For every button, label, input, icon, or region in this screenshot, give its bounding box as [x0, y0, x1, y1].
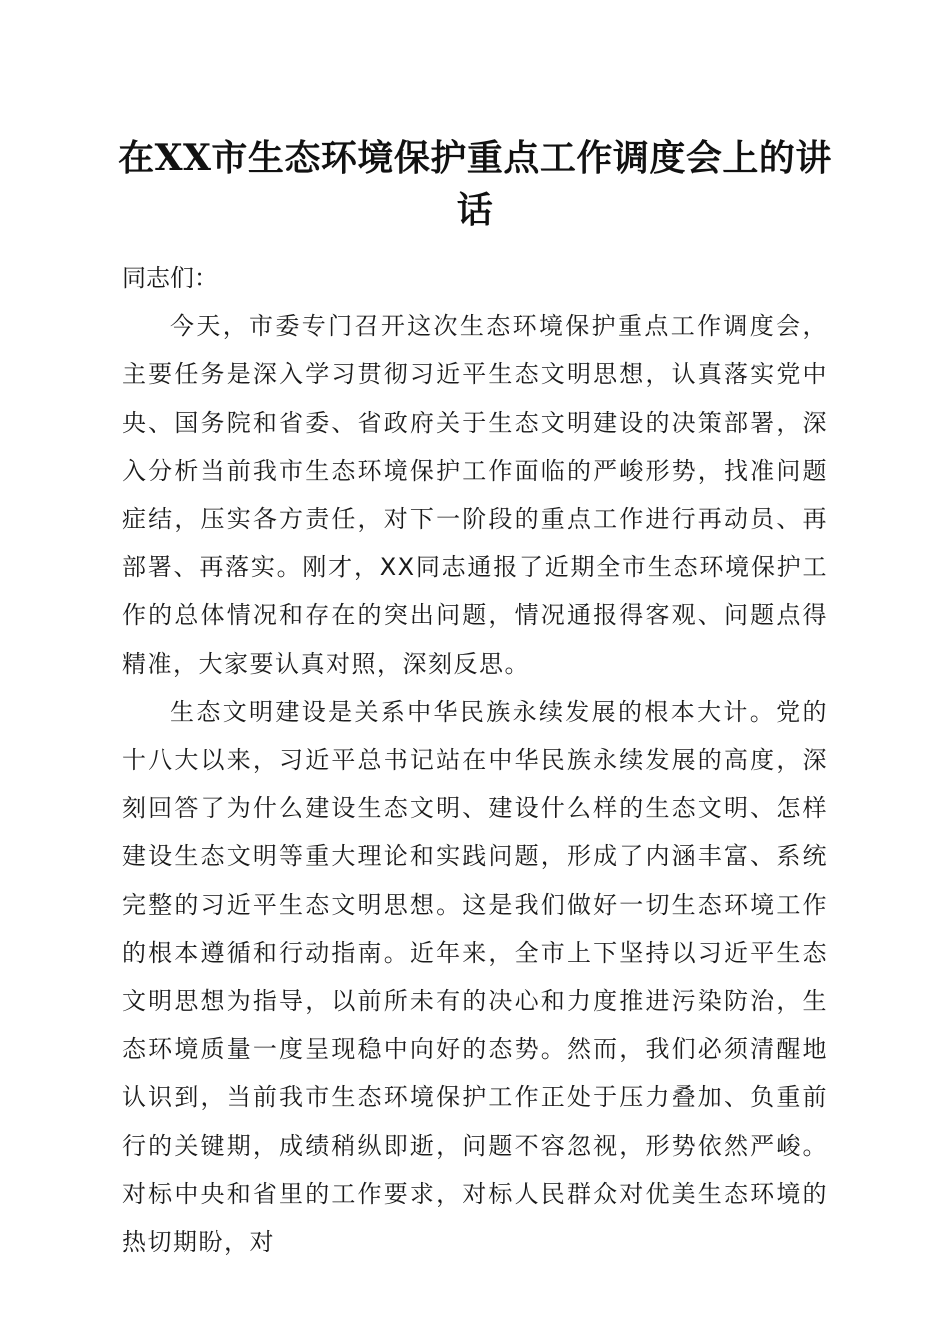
salutation: 同志们：: [122, 264, 218, 292]
paragraph-2: 生态文明建设是关系中华民族永续发展的根本大计。党的十八大以来，习近平总书记站在中华民族永续发展的高度，深刻回答了为什么建设生态文明、建设什么样的生态文明、怎样建设生态文明等重大理论和实践问题，形成了内涵丰富、系统完整的习近平生态文明思想。这是我们做好一切生态环境工作的根本遵循和行动指南。近年来，全市上下坚持以习近平生态文明思想为指导，以前所未有的决心和力度推进污染防治，生态环境质量一度呈现稳中向好的态势。然而，我们必须清醒地认识到，当前我市生态环境保护工作正处于压力叠加、负重前行的关键期，成绩稍纵即逝，问题不容忽视，形势依然严峻。对标中央和省里的工作要求，对标人民群众对优美生态环境的热切期盼，对: [122, 697, 828, 1257]
document-title: 在XX市生态环境保护重点工作调度会上的讲话: [118, 137, 832, 231]
paragraph-1: 今天，市委专门召开这次生态环境保护重点工作调度会，主要任务是深入学习贯彻习近平生态文明思想，认真落实党中央、国务院和省委、省政府关于生态文明建设的决策部署，深入分析当前我市生态环境保护工作面临的严峻形势，找准问题症结，压实各方责任，对下一阶段的重点工作进行再动员、再部署、再落实。刚才，XX同志通报了近期全市生态环境保护工作的总体情况和存在的突出问题，情况通报得客观、问题点得精准，大家要认真对照，深刻反思。: [122, 312, 828, 678]
document-body: [122, 254, 828, 1266]
